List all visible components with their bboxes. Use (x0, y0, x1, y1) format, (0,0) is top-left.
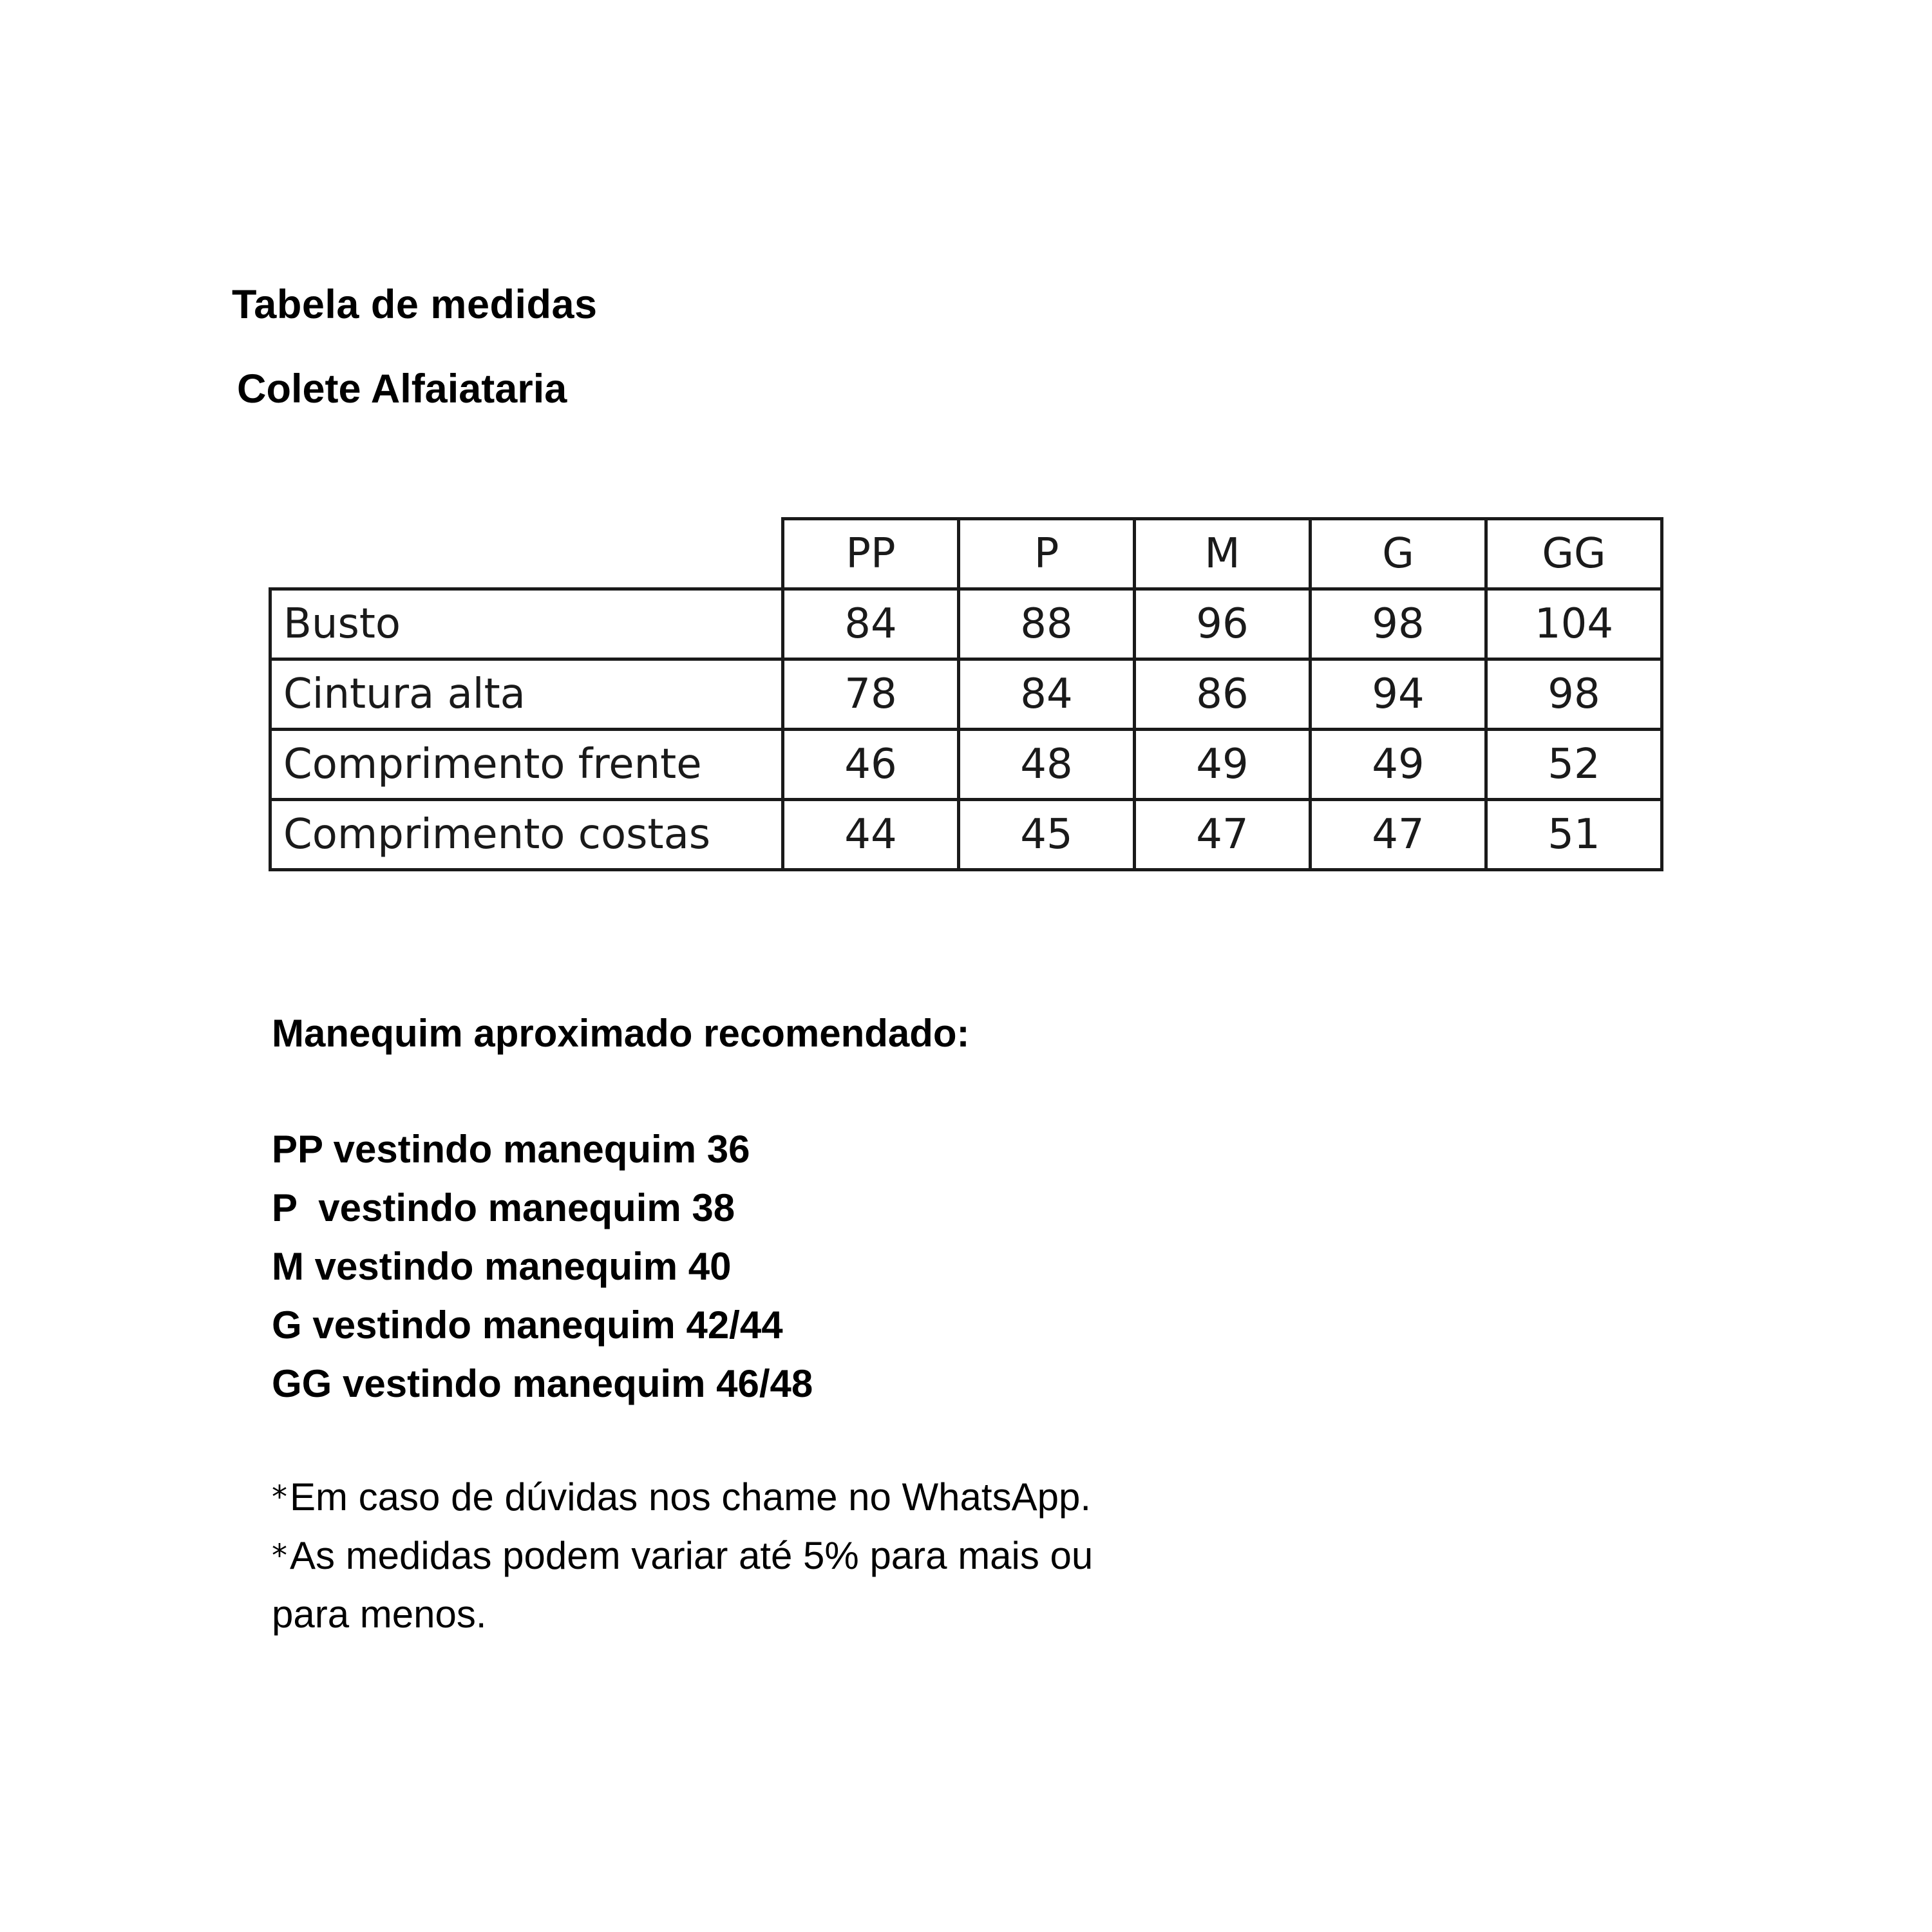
table-cell: 84 (783, 589, 959, 659)
note-text: As medidas podem variar até 5% para mais ou (290, 1534, 1094, 1577)
size-header-pp: PP (783, 519, 959, 589)
product-name: Colete Alfaiataria (237, 366, 567, 412)
table-corner-cell (270, 519, 783, 589)
table-cell: 98 (1486, 659, 1662, 730)
list-item: GG vestindo manequim 46/48 (272, 1362, 813, 1405)
table-cell: 52 (1486, 730, 1662, 800)
row-label: Cintura alta (270, 659, 783, 730)
table-cell: 98 (1311, 589, 1486, 659)
recommendation-heading: Manequim aproximado recomendado: (272, 1012, 970, 1055)
row-label: Comprimento frente (270, 730, 783, 800)
note-text: para menos. (272, 1593, 487, 1636)
list-item: PP vestindo manequim 36 (272, 1128, 750, 1171)
note-text: Em caso de dúvidas nos chame no WhatsApp. (290, 1475, 1092, 1519)
list-item: M vestindo manequim 40 (272, 1245, 732, 1288)
size-header-g: G (1311, 519, 1486, 589)
note-variation-continued (272, 1595, 1238, 1654)
table-cell: 49 (1135, 730, 1311, 800)
table-cell: 104 (1486, 589, 1662, 659)
table-row (270, 589, 1662, 659)
table-cell: 48 (959, 730, 1135, 800)
table-cell: 44 (783, 800, 959, 870)
table-row (270, 659, 1662, 730)
table-cell: 51 (1486, 800, 1662, 870)
asterisk-icon: * (272, 1538, 287, 1574)
table-cell: 94 (1311, 659, 1486, 730)
table-cell: 45 (959, 800, 1135, 870)
size-header-p: P (959, 519, 1135, 589)
table-cell: 47 (1135, 800, 1311, 870)
note-whatsapp (272, 1475, 1238, 1537)
table-cell: 96 (1135, 589, 1311, 659)
row-label: Busto (270, 589, 783, 659)
note-variation (272, 1534, 1238, 1595)
table-cell: 88 (959, 589, 1135, 659)
recommendation-list (272, 1130, 813, 1423)
table-row (270, 730, 1662, 800)
list-item: G vestindo manequim 42/44 (272, 1303, 783, 1347)
table-header-row (270, 519, 1662, 589)
row-label: Comprimento costas (270, 800, 783, 870)
size-table (269, 517, 1663, 871)
list-item: P vestindo manequim 38 (272, 1186, 735, 1229)
notes (272, 1475, 1238, 1654)
table-cell: 78 (783, 659, 959, 730)
size-header-m: M (1135, 519, 1311, 589)
table-cell: 47 (1311, 800, 1486, 870)
size-header-gg: GG (1486, 519, 1662, 589)
asterisk-icon: * (272, 1479, 287, 1515)
table-cell: 84 (959, 659, 1135, 730)
table-cell: 49 (1311, 730, 1486, 800)
table-row (270, 800, 1662, 870)
page-title: Tabela de medidas (232, 282, 598, 327)
table-cell: 46 (783, 730, 959, 800)
table-cell: 86 (1135, 659, 1311, 730)
